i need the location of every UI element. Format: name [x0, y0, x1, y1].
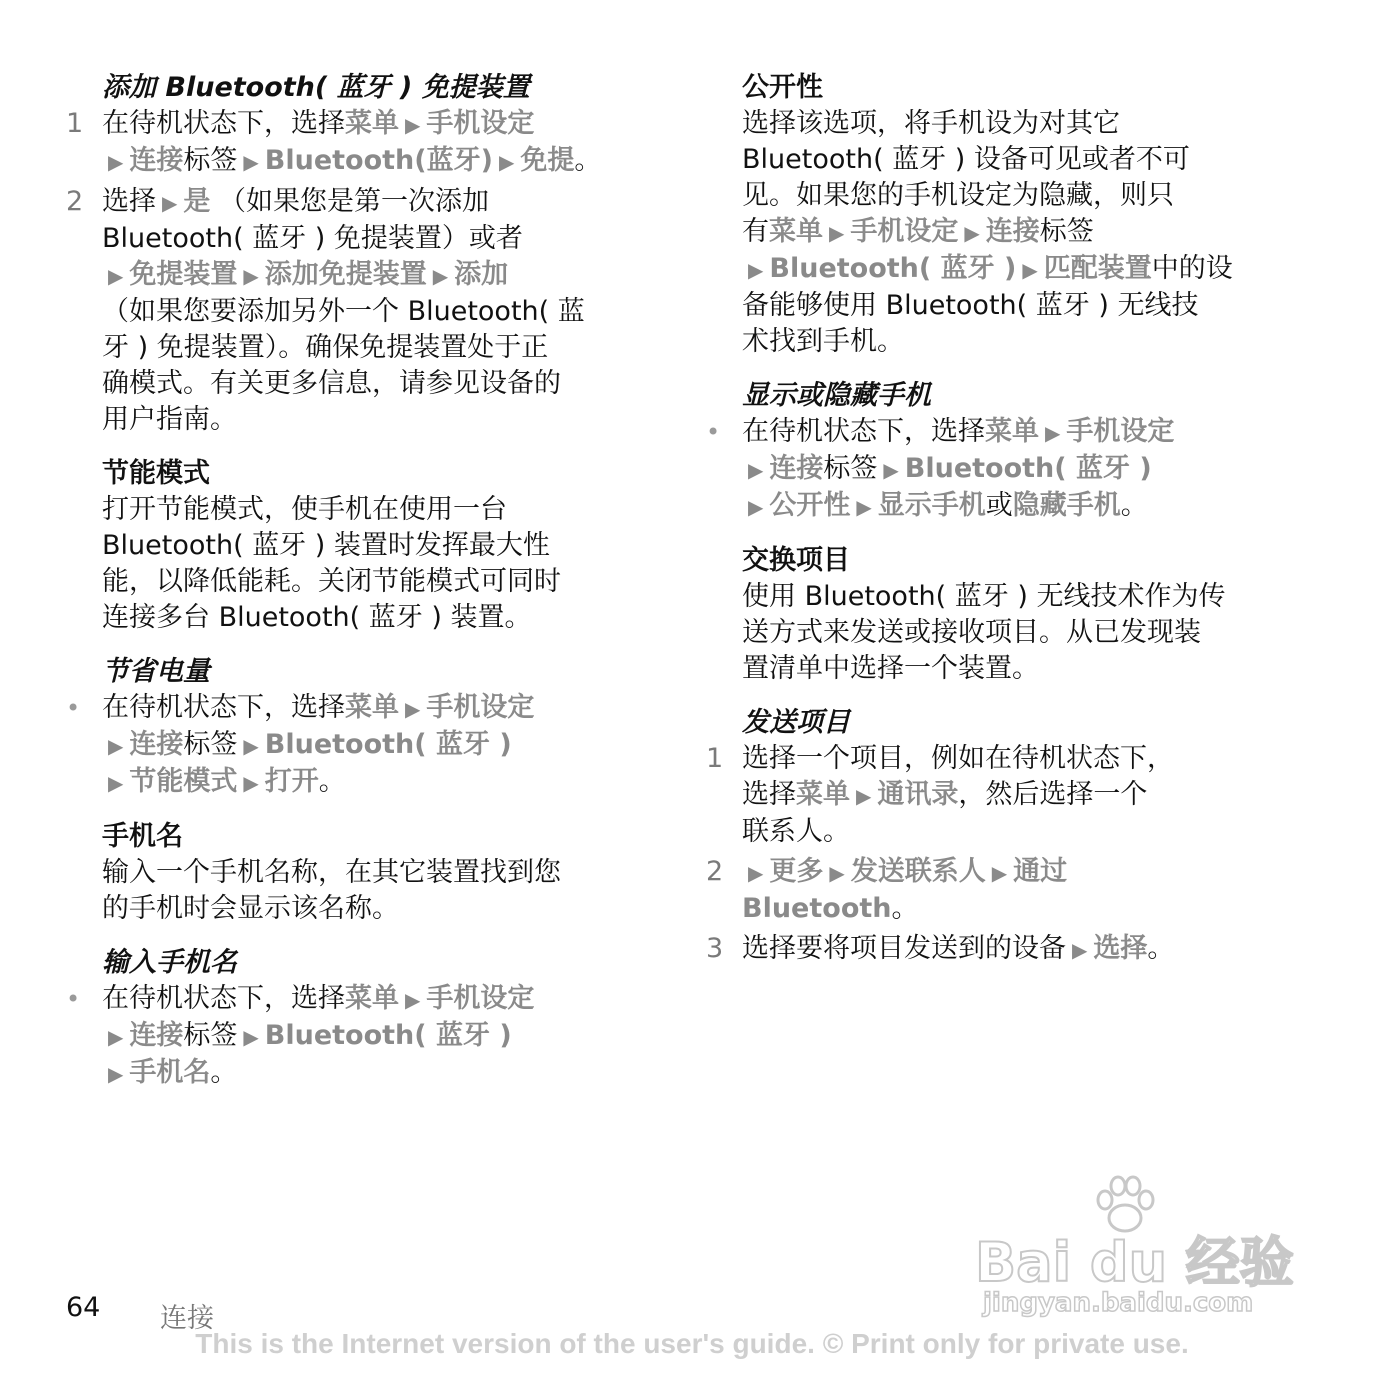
paragraph: 输入一个手机名称，在其它装置找到您 的手机时会显示该名称。: [102, 857, 561, 924]
arrow-icon: ▶: [405, 697, 421, 721]
menu-path-item: Bluetooth( 蓝牙 ): [264, 729, 512, 760]
page-number: 64: [66, 1292, 101, 1323]
body-text: 牙 ) 免提装置）。确保免提装置处于正: [102, 332, 549, 363]
body-text: 标签: [183, 729, 238, 760]
left-column: [66, 70, 666, 1110]
arrow-icon: ▶: [991, 861, 1008, 885]
menu-path-item: 连接: [129, 1020, 184, 1051]
arrow-icon: ▶: [108, 771, 124, 795]
body-text: 在待机状态下，选择: [102, 983, 345, 1014]
menu-path-item: 通讯录: [877, 779, 959, 810]
menu-path-item: 添加: [454, 259, 509, 290]
menu-path-item: 公开性: [769, 490, 851, 521]
arrow-icon: ▶: [243, 771, 259, 795]
section-heading: 发送项目: [742, 707, 850, 738]
menu-path-item: 手机设定: [1066, 416, 1175, 447]
arrow-icon: ▶: [748, 458, 764, 482]
section: [66, 456, 666, 636]
arrow-icon: ▶: [108, 150, 124, 174]
menu-path-item: Bluetooth( 蓝牙 ): [264, 1020, 512, 1051]
body-text: 在待机状态下，选择: [742, 416, 985, 447]
body-text: 。: [891, 893, 919, 924]
arrow-icon: ▶: [243, 734, 259, 758]
arrow-icon: ▶: [108, 264, 124, 288]
arrow-icon: ▶: [748, 258, 764, 282]
list-item: [66, 981, 666, 1092]
arrow-icon: ▶: [108, 734, 124, 758]
step-number: 2: [66, 186, 84, 217]
arrow-icon: ▶: [432, 264, 449, 288]
menu-path-item: 连接: [985, 216, 1040, 247]
body-text: 中的设: [1151, 253, 1233, 284]
arrow-icon: ▶: [856, 784, 872, 808]
paragraph: 打开节能模式，使手机在使用一台 Bluetooth( 蓝牙 ) 装置时发挥最大性 能，以降低能耗。关闭节能模式可同时 连接多台 Bluetooth( 蓝牙 ) 装置。: [102, 494, 561, 633]
body-text: 确模式。有关更多信息，请参见设备的: [102, 368, 561, 399]
arrow-icon: ▶: [108, 1025, 124, 1049]
menu-path-item: 菜单: [345, 692, 399, 723]
body-text: 标签: [183, 145, 238, 176]
watermark-url: jingyan.baidu.com: [983, 1288, 1254, 1318]
body-text: 选择: [102, 186, 156, 217]
right-column: [706, 70, 1306, 986]
arrow-icon: ▶: [405, 988, 421, 1012]
body-text: （如果您是第一次添加: [210, 186, 489, 217]
body-text: （如果您要添加另外一个 Bluetooth( 蓝: [102, 296, 585, 327]
menu-path-item: 菜单: [345, 983, 399, 1014]
body-text: 标签: [1039, 216, 1094, 247]
arrow-icon: ▶: [243, 1025, 259, 1049]
arrow-icon: ▶: [405, 113, 421, 137]
section: [66, 654, 666, 801]
section-heading: 显示或隐藏手机: [742, 380, 931, 411]
body-text: Bluetooth( 蓝牙 ) 设备可见或者不可: [742, 144, 1190, 175]
arrow-icon: ▶: [883, 458, 899, 482]
menu-path-item: 菜单: [345, 108, 399, 139]
arrow-icon: ▶: [243, 150, 259, 174]
menu-path-item: 菜单: [985, 416, 1039, 447]
section: [706, 705, 1306, 968]
step-number: 1: [706, 743, 724, 774]
section: [706, 70, 1306, 360]
menu-path-item: 手机设定: [426, 983, 535, 1014]
body-text: 选择一个项目，例如在待机状态下，: [742, 743, 1174, 774]
menu-path-item: 手机名: [129, 1057, 211, 1088]
menu-path-item: 免提: [520, 145, 575, 176]
menu-path-item: 隐藏手机: [1012, 490, 1121, 521]
section: [66, 945, 666, 1092]
body-text: 选择要将项目发送到的设备: [742, 933, 1066, 964]
bullet-icon: •: [66, 694, 81, 722]
body-text: 或: [985, 490, 1013, 521]
arrow-icon: ▶: [748, 861, 764, 885]
arrow-icon: ▶: [829, 221, 845, 245]
list-item: [66, 690, 666, 801]
section: [66, 819, 666, 927]
menu-path-item: 连接: [129, 145, 184, 176]
step-number: 2: [706, 856, 724, 887]
body-text: Bluetooth( 蓝牙 ) 免提装置）或者: [102, 223, 523, 254]
list-item: [706, 741, 1306, 850]
menu-path-item: 手机设定: [426, 108, 535, 139]
menu-path-item: Bluetooth: [742, 893, 892, 924]
arrow-icon: ▶: [748, 495, 764, 519]
menu-path-item: 添加免提装置: [264, 259, 427, 290]
baidu-watermark: [975, 1170, 1305, 1330]
list-item: [706, 854, 1306, 927]
bullet-icon: •: [66, 985, 81, 1013]
section: [66, 70, 666, 438]
arrow-icon: ▶: [162, 191, 178, 215]
arrow-icon: ▶: [1072, 938, 1088, 962]
step-number: 1: [66, 108, 84, 139]
body-text: 。: [1147, 933, 1175, 964]
menu-path-item: 通过: [1013, 856, 1068, 887]
section-heading: 节省电量: [102, 656, 210, 687]
body-text: 在待机状态下，选择: [102, 108, 345, 139]
section-heading: 手机名: [102, 821, 183, 852]
arrow-icon: ▶: [1022, 258, 1038, 282]
body-text: 。: [318, 766, 346, 797]
body-text: 用户指南。: [102, 404, 237, 435]
body-text: 术找到手机。: [742, 326, 904, 357]
list-item: [706, 106, 1306, 360]
menu-path-item: 菜单: [769, 216, 823, 247]
arrow-icon: ▶: [856, 495, 872, 519]
arrow-icon: ▶: [243, 264, 259, 288]
menu-path-item: 手机设定: [426, 692, 535, 723]
body-text: 联系人。: [742, 816, 850, 847]
body-text: 备能够使用 Bluetooth( 蓝牙 ) 无线技: [742, 290, 1199, 321]
chapter-title: 连接: [160, 1303, 214, 1334]
list-item: [706, 931, 1306, 968]
menu-path-item: Bluetooth( 蓝牙 ): [769, 253, 1017, 284]
body-text: 在待机状态下，选择: [102, 692, 345, 723]
step-number: 3: [706, 933, 724, 964]
body-text: 标签: [183, 1020, 238, 1051]
menu-path-item: 连接: [769, 453, 824, 484]
body-text: 见。如果您的手机设定为隐藏，则只: [742, 180, 1174, 211]
list-item: [706, 414, 1306, 525]
section-heading: 交换项目: [742, 545, 850, 576]
list-item: [66, 184, 666, 438]
menu-path-item: 连接: [129, 729, 184, 760]
menu-path-item: 菜单: [796, 779, 850, 810]
body-text: 。: [1120, 490, 1148, 521]
menu-path-item: Bluetooth(蓝牙): [264, 145, 493, 176]
body-text: 选择该选项，将手机设为对其它: [742, 108, 1120, 139]
body-text: 。: [574, 145, 602, 176]
body-text: 标签: [823, 453, 878, 484]
list-item: [66, 106, 666, 180]
menu-path-item: Bluetooth( 蓝牙 ): [904, 453, 1152, 484]
menu-path-item: 是: [183, 186, 211, 217]
menu-path-item: 节能模式: [129, 766, 238, 797]
section: [706, 378, 1306, 525]
paragraph: 使用 Bluetooth( 蓝牙 ) 无线技术作为传 送方式来发送或接收项目。从已发现装 置清单中选择一个装置。: [742, 581, 1226, 684]
menu-path-item: 选择: [1093, 933, 1148, 964]
footer-note: This is the Internet version of the user's guide. © Print only for private use.: [195, 1328, 1189, 1359]
body-text: 。: [210, 1057, 238, 1088]
arrow-icon: ▶: [108, 1062, 124, 1086]
section-heading: 节能模式: [102, 458, 210, 489]
watermark-logo: Bai du 经验: [975, 1231, 1294, 1294]
section: [706, 543, 1306, 687]
arrow-icon: ▶: [964, 221, 980, 245]
body-text: ，然后选择一个: [958, 779, 1148, 810]
menu-path-item: 免提装置: [129, 259, 238, 290]
menu-path-item: 发送联系人: [850, 856, 986, 887]
arrow-icon: ▶: [498, 150, 515, 174]
arrow-icon: ▶: [829, 861, 845, 885]
bullet-icon: •: [706, 418, 721, 446]
section-heading: 添加 Bluetooth( 蓝牙 ) 免提装置: [102, 72, 530, 103]
section-heading: 输入手机名: [102, 947, 237, 978]
section-heading: 公开性: [742, 72, 823, 103]
menu-path-item: 显示手机: [877, 490, 986, 521]
body-text: 有: [742, 216, 769, 247]
arrow-icon: ▶: [1045, 421, 1061, 445]
menu-path-item: 匹配装置: [1043, 253, 1152, 284]
menu-path-item: 打开: [264, 766, 319, 797]
body-text: 选择: [742, 779, 796, 810]
menu-path-item: 更多: [769, 856, 824, 887]
menu-path-item: 手机设定: [850, 216, 959, 247]
